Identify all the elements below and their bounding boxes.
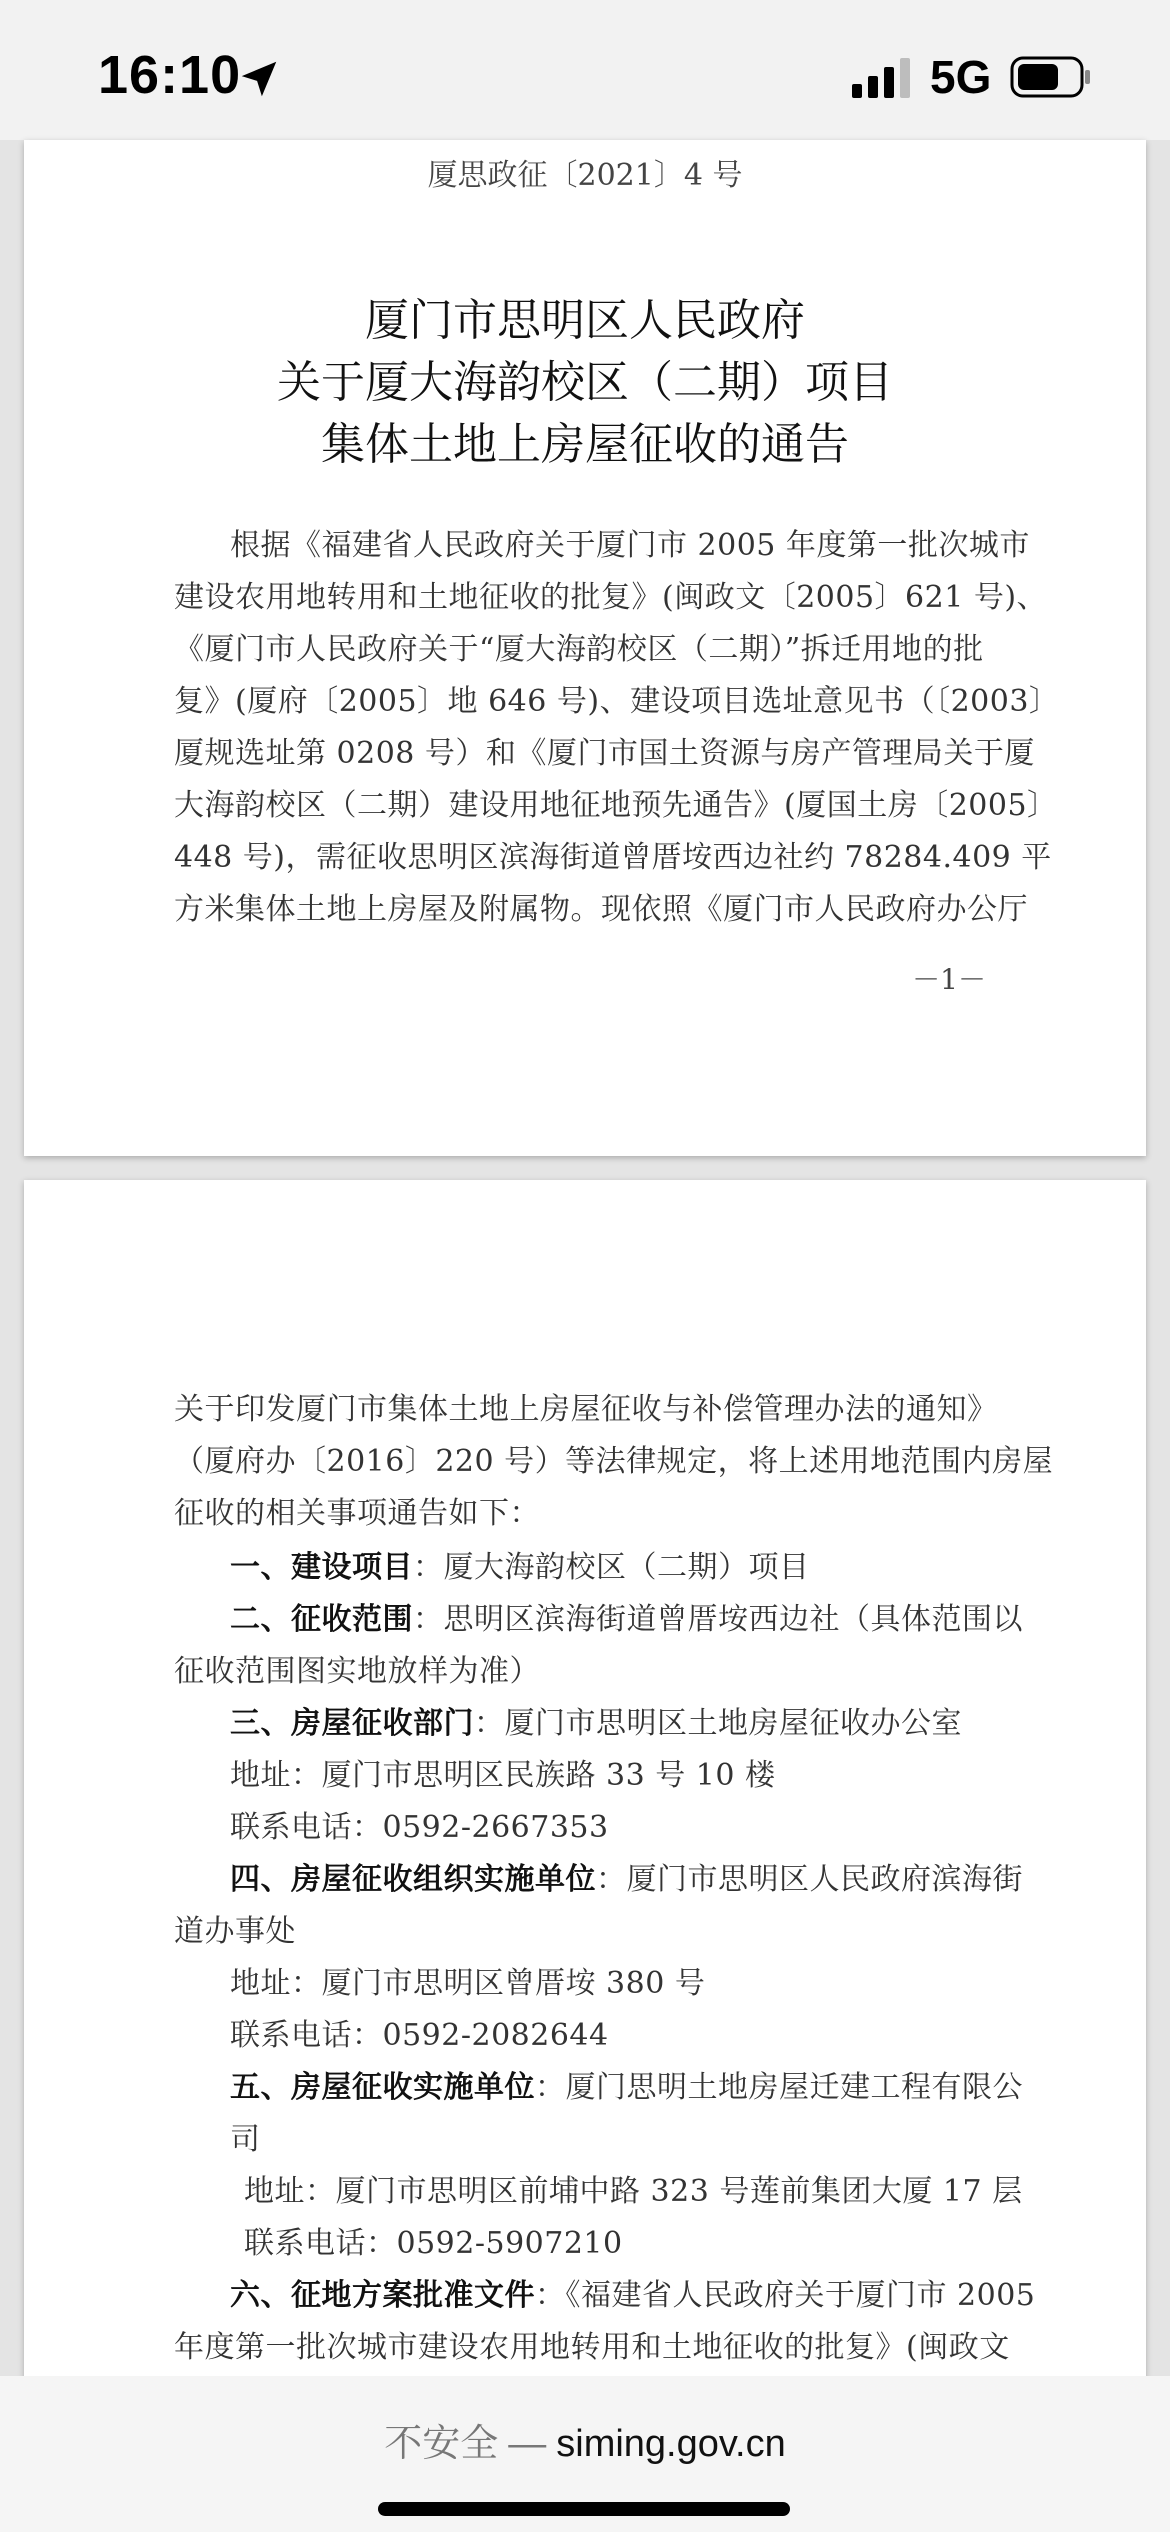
home-indicator[interactable] xyxy=(378,2502,790,2516)
body-line: 方米集体土地上房屋及附属物。现依照《厦门市人民政府办公厅 xyxy=(174,892,1028,927)
body-line: 厦规选址第 0208 号）和《厦门市国土资源与房产管理局关于厦 xyxy=(174,736,1035,771)
document-title xyxy=(24,290,1146,476)
body-line: 司 xyxy=(230,2122,261,2157)
network-label: 5G xyxy=(930,51,992,103)
section-text: ：厦门市思明区人民政府滨海街 xyxy=(596,1862,1023,1897)
section-heading: 一、建设项目 xyxy=(230,1550,413,1585)
title-line: 关于厦大海韵校区（二期）项目 xyxy=(277,357,893,408)
url-separator: — xyxy=(508,2423,547,2465)
section-heading: 三、房屋征收部门 xyxy=(230,1706,474,1741)
status-time: 16:10 xyxy=(98,45,242,105)
document-page-2 xyxy=(24,1180,1146,2380)
section-heading: 二、征收范围 xyxy=(230,1602,413,1637)
body-line: 复》(厦府〔2005〕地 646 号)、建设项目选址意见书（〔2003〕 xyxy=(174,684,1060,719)
body-line: 关于印发厦门市集体土地上房屋征收与补偿管理办法的通知》 xyxy=(174,1392,998,1427)
section-text: ：厦门市思明区土地房屋征收办公室 xyxy=(474,1706,962,1741)
section-text: ：思明区滨海街道曾厝垵西边社（具体范围以 xyxy=(413,1602,1023,1637)
phone-line: 联系电话：0592-2667353 xyxy=(230,1810,609,1845)
section-organizing-unit xyxy=(230,1854,1034,1898)
body-line: 448 号)，需征收思明区滨海街道曾厝垵西边社约 78284.409 平 xyxy=(174,840,1052,875)
browser-address-bar[interactable] xyxy=(0,2376,1170,2532)
body-line: 大海韵校区（二期）建设用地征地预先通告》(厦国土房〔2005〕 xyxy=(174,788,1058,823)
section-text: ：厦大海韵校区（二期）项目 xyxy=(413,1550,810,1585)
body-line: 征收范围图实地放样为准） xyxy=(174,1654,540,1689)
body-line: 年度第一批次城市建设农用地转用和土地征收的批复》(闽政文 xyxy=(174,2330,1010,2365)
url-domain: siming.gov.cn xyxy=(556,2423,786,2465)
section-approval-documents xyxy=(230,2270,1034,2314)
section-heading: 五、房屋征收实施单位 xyxy=(230,2070,535,2105)
page-number: －1－ xyxy=(912,963,986,996)
body-line: （厦府办〔2016〕220 号）等法律规定，将上述用地范围内房屋 xyxy=(174,1444,1054,1479)
phone-line: 联系电话：0592-5907210 xyxy=(244,2226,623,2261)
section-text: ：厦门思明土地房屋迁建工程有限公 xyxy=(535,2070,1023,2105)
body-line: 根据《福建省人民政府关于厦门市 2005 年度第一批次城市 xyxy=(230,528,1030,563)
document-number: 厦思政征〔2021〕4 号 xyxy=(427,158,743,193)
address-line: 地址：厦门市思明区曾厝垵 380 号 xyxy=(230,1966,706,2001)
url-display[interactable] xyxy=(0,2412,1170,2467)
section-implementing-unit xyxy=(230,2062,1034,2106)
body-line: 建设农用地转用和土地征收的批复》(闽政文〔2005〕621 号)、 xyxy=(174,580,1048,615)
title-line: 厦门市思明区人民政府 xyxy=(365,295,805,346)
security-warning-label: 不安全 xyxy=(384,2423,499,2465)
section-construction-project xyxy=(230,1542,1034,1586)
section-expropriation-department xyxy=(230,1698,1034,1742)
battery-icon xyxy=(1010,56,1092,98)
body-line: 征收的相关事项通告如下： xyxy=(174,1496,540,1531)
body-line: 道办事处 xyxy=(174,1914,296,1949)
section-heading: 六、征地方案批准文件 xyxy=(230,2278,535,2313)
phone-line: 联系电话：0592-2082644 xyxy=(230,2018,609,2053)
section-heading: 四、房屋征收组织实施单位 xyxy=(230,1862,596,1897)
section-text: ：《福建省人民政府关于厦门市 2005 xyxy=(535,2278,1036,2313)
address-line: 地址：厦门市思明区前埔中路 323 号莲前集团大厦 17 层 xyxy=(244,2174,1023,2209)
address-line: 地址：厦门市思明区民族路 33 号 10 楼 xyxy=(230,1758,776,1793)
title-line: 集体土地上房屋征收的通告 xyxy=(321,419,849,470)
document-page-1 xyxy=(24,140,1146,1156)
body-line: 《厦门市人民政府关于“厦大海韵校区（二期）”拆迁用地的批 xyxy=(174,632,984,667)
signal-bars-icon xyxy=(852,58,914,98)
status-bar xyxy=(0,0,1170,140)
location-arrow-icon xyxy=(236,56,282,102)
section-expropriation-scope xyxy=(230,1594,1034,1638)
